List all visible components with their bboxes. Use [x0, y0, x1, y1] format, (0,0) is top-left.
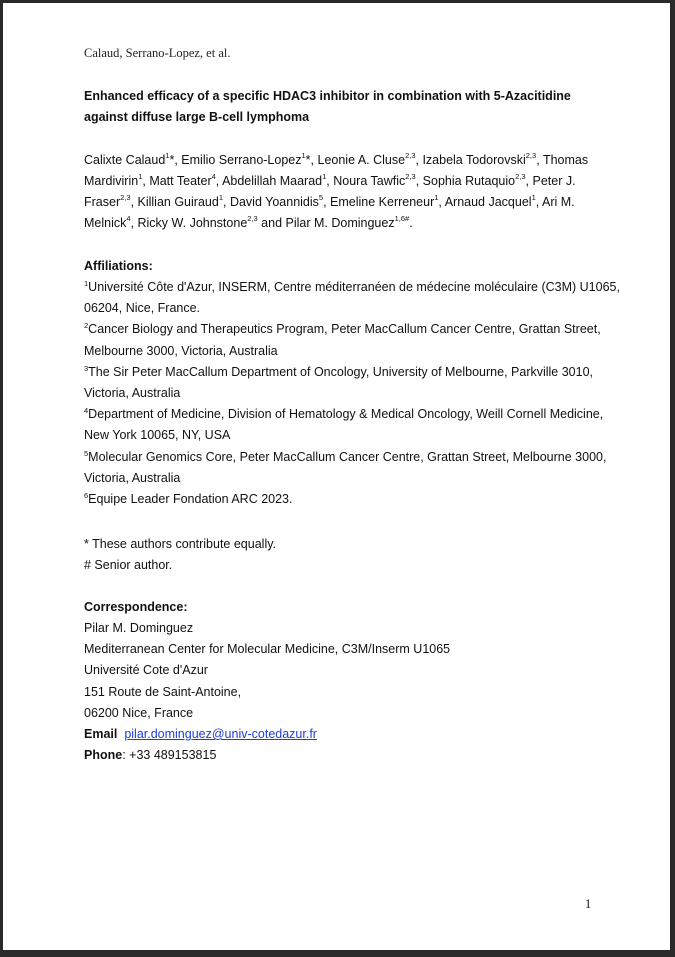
phone-number: : +33 489153815 — [122, 748, 217, 763]
correspondence-street: 151 Route de Saint-Antoine, — [84, 684, 242, 699]
affiliation-number: 3 — [84, 363, 89, 373]
running-head: Calaud, Serrano-Lopez, et al. — [84, 46, 231, 60]
affiliation-number: 4 — [84, 406, 89, 416]
author-separator: and — [257, 216, 286, 230]
author-separator: , — [415, 174, 423, 188]
affiliation-text: Equipe Leader Fondation ARC 2023. — [88, 492, 293, 507]
author-affiliation-marker: 1 — [531, 193, 536, 203]
correspondence-name: Pilar M. Dominguez — [84, 621, 194, 635]
author-affiliation-marker: 1 — [301, 151, 306, 161]
author-name: David Yoannidis — [229, 195, 319, 209]
author-name: Noura Tawfic — [333, 174, 406, 188]
author-affiliation-marker: 2,3 — [515, 172, 526, 182]
affiliation-number: 1 — [84, 278, 89, 288]
affiliation-text: Cancer Biology and Therapeutics Program, Peter MacCallum Cancer Centre, Grattan Street, Melbourne 3000, Victoria, Australia — [84, 322, 601, 358]
author-separator: , — [525, 174, 533, 188]
affiliation-text: The Sir Peter MacCallum Department of Oncology, University of Melbourne, Parkville 3010, Victoria, Australia — [84, 364, 594, 401]
affiliation-item — [84, 447, 624, 489]
page-number: 1 — [585, 897, 592, 911]
author-name: Thomas Mardivirin — [84, 153, 589, 188]
author-separator: , — [415, 153, 423, 167]
author-affiliation-marker: 4 — [211, 172, 216, 182]
author — [333, 174, 422, 188]
affiliation-number: 2 — [84, 321, 89, 331]
author-affiliation-marker: 2,3 — [405, 151, 416, 161]
author-separator: , — [326, 174, 334, 188]
author-separator: , — [174, 153, 182, 167]
author-affiliation-marker: 2,3 — [247, 214, 258, 224]
author-separator: , — [130, 216, 138, 230]
affiliation-item — [84, 404, 624, 446]
author-name: Matt Teater — [149, 174, 212, 188]
author-affiliation-marker: 4 — [126, 214, 131, 224]
author-separator: , — [142, 174, 150, 188]
author-separator: , — [310, 153, 318, 167]
author-name: Arnaud Jacquel — [444, 195, 532, 209]
affiliation-item — [84, 362, 624, 404]
email-line — [84, 724, 624, 745]
author-list — [84, 150, 624, 234]
author — [423, 174, 533, 188]
author-separator: , — [536, 153, 543, 167]
correspondence-university: Université Cote d'Azur — [84, 663, 208, 678]
equal-contribution-mark: * — [169, 153, 175, 167]
author-name: Abdelillah Maarad — [222, 174, 323, 188]
author-name: Ricky W. Johnstone — [137, 216, 248, 230]
author-separator: , — [323, 195, 331, 209]
author-name: Peter J. Fraser — [84, 174, 576, 209]
author-separator: , — [438, 195, 445, 209]
equal-contribution-note: * These authors contribute equally. — [84, 537, 277, 551]
email-link[interactable]: pilar.dominguez@univ-cotedazur.fr — [124, 727, 317, 742]
author — [318, 153, 423, 167]
correspondence-block — [84, 618, 624, 766]
author-separator: , — [215, 174, 223, 188]
author-affiliation-marker: 1 — [218, 193, 223, 203]
author-affiliation-marker: 1 — [165, 151, 170, 161]
author-separator: . — [409, 216, 413, 230]
author-name: Emeline Kerreneur — [330, 195, 435, 209]
author — [138, 195, 230, 209]
correspondence-institute: Mediterranean Center for Molecular Medicine, C3M/Inserm U1065 — [84, 642, 451, 657]
senior-author-note: # Senior author. — [84, 558, 173, 573]
author — [230, 195, 330, 209]
affiliation-number: 5 — [84, 448, 89, 458]
author — [222, 174, 333, 188]
author-name: Izabela Todorovski — [422, 153, 526, 167]
affiliation-item — [84, 319, 624, 361]
paper-title — [84, 86, 624, 128]
author-name: Calixte Calaud — [84, 153, 166, 167]
author-separator: , — [130, 195, 138, 209]
affiliations-list — [84, 277, 624, 510]
correspondence-city: 06200 Nice, France — [84, 705, 194, 720]
author-name: Pilar M. Dominguez — [285, 216, 395, 230]
author-separator: , — [535, 195, 542, 209]
phone-line — [84, 745, 624, 766]
author-affiliation-marker: 2,3 — [525, 151, 537, 161]
author — [330, 195, 445, 209]
author-name: Ari M. Melnick — [84, 195, 575, 230]
correspondence-heading: Correspondence: — [84, 600, 188, 614]
author-affiliation-marker: 1 — [138, 172, 143, 182]
phone-label: Phone — [84, 748, 123, 763]
author-affiliation-marker: 2,3 — [405, 172, 416, 182]
author — [138, 216, 286, 230]
document-page — [3, 3, 670, 950]
affiliation-text: Université Côte d'Azur, INSERM, Centre méditerranéen de médecine moléculaire (C3M) U1065, 06204, Nice, France. — [84, 280, 620, 316]
author — [149, 174, 222, 188]
title-line-2: against diffuse large B-cell lymphoma — [84, 110, 310, 124]
author — [286, 216, 413, 230]
author-name: Leonie A. Cluse — [317, 153, 406, 167]
author-affiliation-marker: 2,3 — [120, 193, 131, 203]
author-notes — [84, 534, 624, 576]
author-affiliation-marker: 1 — [434, 193, 439, 203]
email-label: Email — [84, 727, 118, 742]
author-name: Sophia Rutaquio — [422, 174, 516, 188]
equal-contribution-mark: * — [305, 153, 311, 167]
affiliations-heading: Affiliations: — [84, 259, 153, 273]
author — [445, 195, 542, 209]
author — [422, 153, 542, 167]
author-affiliation-marker: 1,6# — [394, 214, 410, 224]
title-line-1: Enhanced efficacy of a specific HDAC3 inhibitor in combination with 5-Azacitidine — [84, 89, 571, 103]
affiliation-text: Molecular Genomics Core, Peter MacCallum Cancer Centre, Grattan Street, Melbourne 3000, Victoria, Australia — [84, 449, 607, 485]
author-affiliation-marker: 5 — [318, 193, 324, 203]
author — [181, 153, 317, 167]
affiliation-item — [84, 489, 624, 510]
affiliation-text: Department of Medicine, Division of Hematology & Medical Oncology, Weill Cornell Medicine, New York 10065, NY, USA — [84, 407, 604, 443]
author — [84, 153, 181, 167]
author-separator: , — [222, 195, 230, 209]
author-name: Emilio Serrano-Lopez — [181, 153, 302, 167]
author-affiliation-marker: 1 — [322, 172, 327, 182]
author-name: Killian Guiraud — [137, 195, 219, 209]
affiliation-item — [84, 277, 624, 319]
affiliation-number: 6 — [84, 490, 89, 500]
